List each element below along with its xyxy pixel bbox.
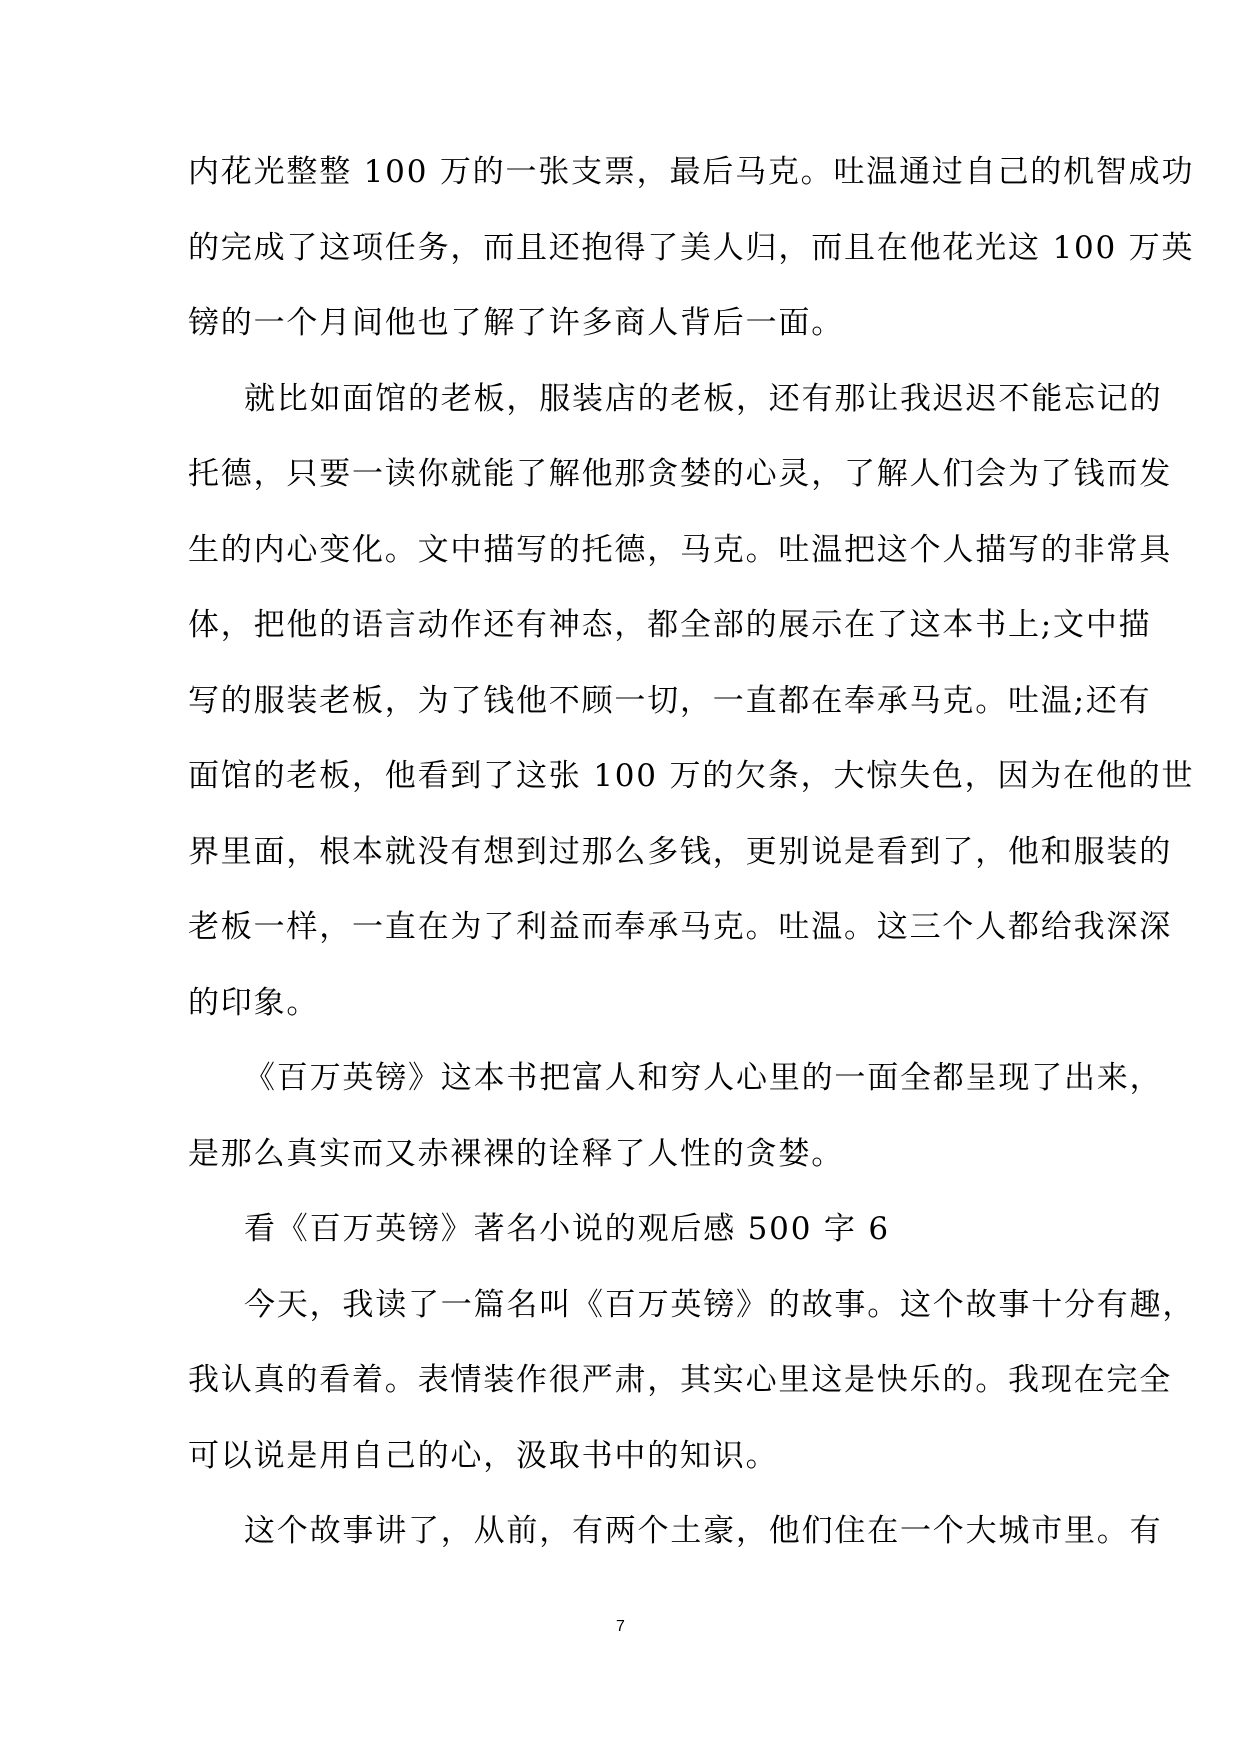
paragraph-start-line: 就比如面馆的老板，服装店的老板，还有那让我迟迟不能忘记的 xyxy=(244,381,1163,417)
text-line: 面馆的老板，他看到了这张 100 万的欠条，大惊失色，因为在他的世 xyxy=(188,758,1195,794)
text-line: 镑的一个月间他也了解了许多商人背后一面。 xyxy=(188,305,844,341)
text-line: 内花光整整 100 万的一张支票，最后马克。吐温通过自己的机智成功 xyxy=(188,154,1195,190)
text-line: 可以说是用自己的心，汲取书中的知识。 xyxy=(188,1438,779,1474)
page-number: 7 xyxy=(616,1618,625,1635)
text-line: 写的服装老板，为了钱他不顾一切，一直都在奉承马克。吐温;还有 xyxy=(188,683,1152,719)
text-line: 的印象。 xyxy=(188,985,320,1021)
paragraph-start-line: 今天，我读了一篇名叫《百万英镑》的故事。这个故事十分有趣， xyxy=(244,1287,1196,1323)
text-line: 生的内心变化。文中描写的托德，马克。吐温把这个人描写的非常具 xyxy=(188,532,1172,568)
text-line: 我认真的看着。表情装作很严肃，其实心里这是快乐的。我现在完全 xyxy=(188,1362,1172,1398)
text-line: 托德，只要一读你就能了解他那贪婪的心灵，了解人们会为了钱而发 xyxy=(188,456,1172,492)
text-line: 老板一样，一直在为了利益而奉承马克。吐温。这三个人都给我深深 xyxy=(188,909,1172,945)
text-line: 体，把他的语言动作还有神态，都全部的展示在了这本书上;文中描 xyxy=(188,607,1152,643)
text-line: 的完成了这项任务，而且还抱得了美人归，而且在他花光这 100 万英 xyxy=(188,230,1195,266)
text-line: 是那么真实而又赤裸裸的诠释了人性的贪婪。 xyxy=(188,1136,844,1172)
section-heading: 看《百万英镑》著名小说的观后感 500 字 6 xyxy=(244,1211,890,1247)
paragraph-start-line: 《百万英镑》这本书把富人和穷人心里的一面全都呈现了出来， xyxy=(244,1060,1163,1096)
paragraph-start-line: 这个故事讲了，从前，有两个土豪，他们住在一个大城市里。有 xyxy=(244,1513,1163,1549)
text-line: 界里面，根本就没有想到过那么多钱，更别说是看到了，他和服装的 xyxy=(188,834,1172,870)
